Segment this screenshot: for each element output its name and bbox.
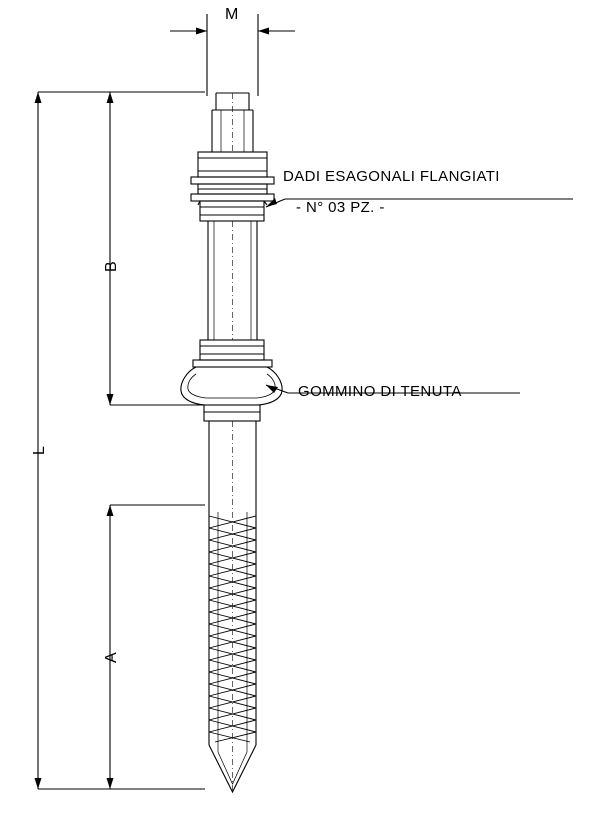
stud-mid-shaft	[208, 221, 257, 340]
dimension-label-m: M	[225, 6, 239, 23]
note-sealing-grommet: GOMMINO DI TENUTA	[298, 383, 462, 400]
dimension-label-l: L	[31, 445, 48, 455]
stud-lower-shank	[209, 421, 256, 512]
stud-collar	[204, 405, 260, 421]
dimension-label-b: B	[103, 260, 120, 272]
dimension-b	[107, 92, 206, 405]
dimension-a	[107, 505, 206, 789]
sealing-grommet	[181, 367, 282, 405]
wood-screw-thread	[209, 512, 256, 792]
dimension-label-a: A	[103, 651, 120, 663]
stud-upper-shaft	[212, 93, 253, 152]
note-flanged-nuts-line1: DADI ESAGONALI FLANGIATI	[283, 168, 500, 185]
dimension-m	[170, 14, 295, 96]
flanged-hex-nut-lower	[193, 340, 272, 367]
note-flanged-nuts-line2: - N° 03 PZ. -	[296, 199, 385, 216]
dimension-l	[35, 92, 206, 789]
flanged-hex-nuts-upper	[191, 152, 274, 221]
